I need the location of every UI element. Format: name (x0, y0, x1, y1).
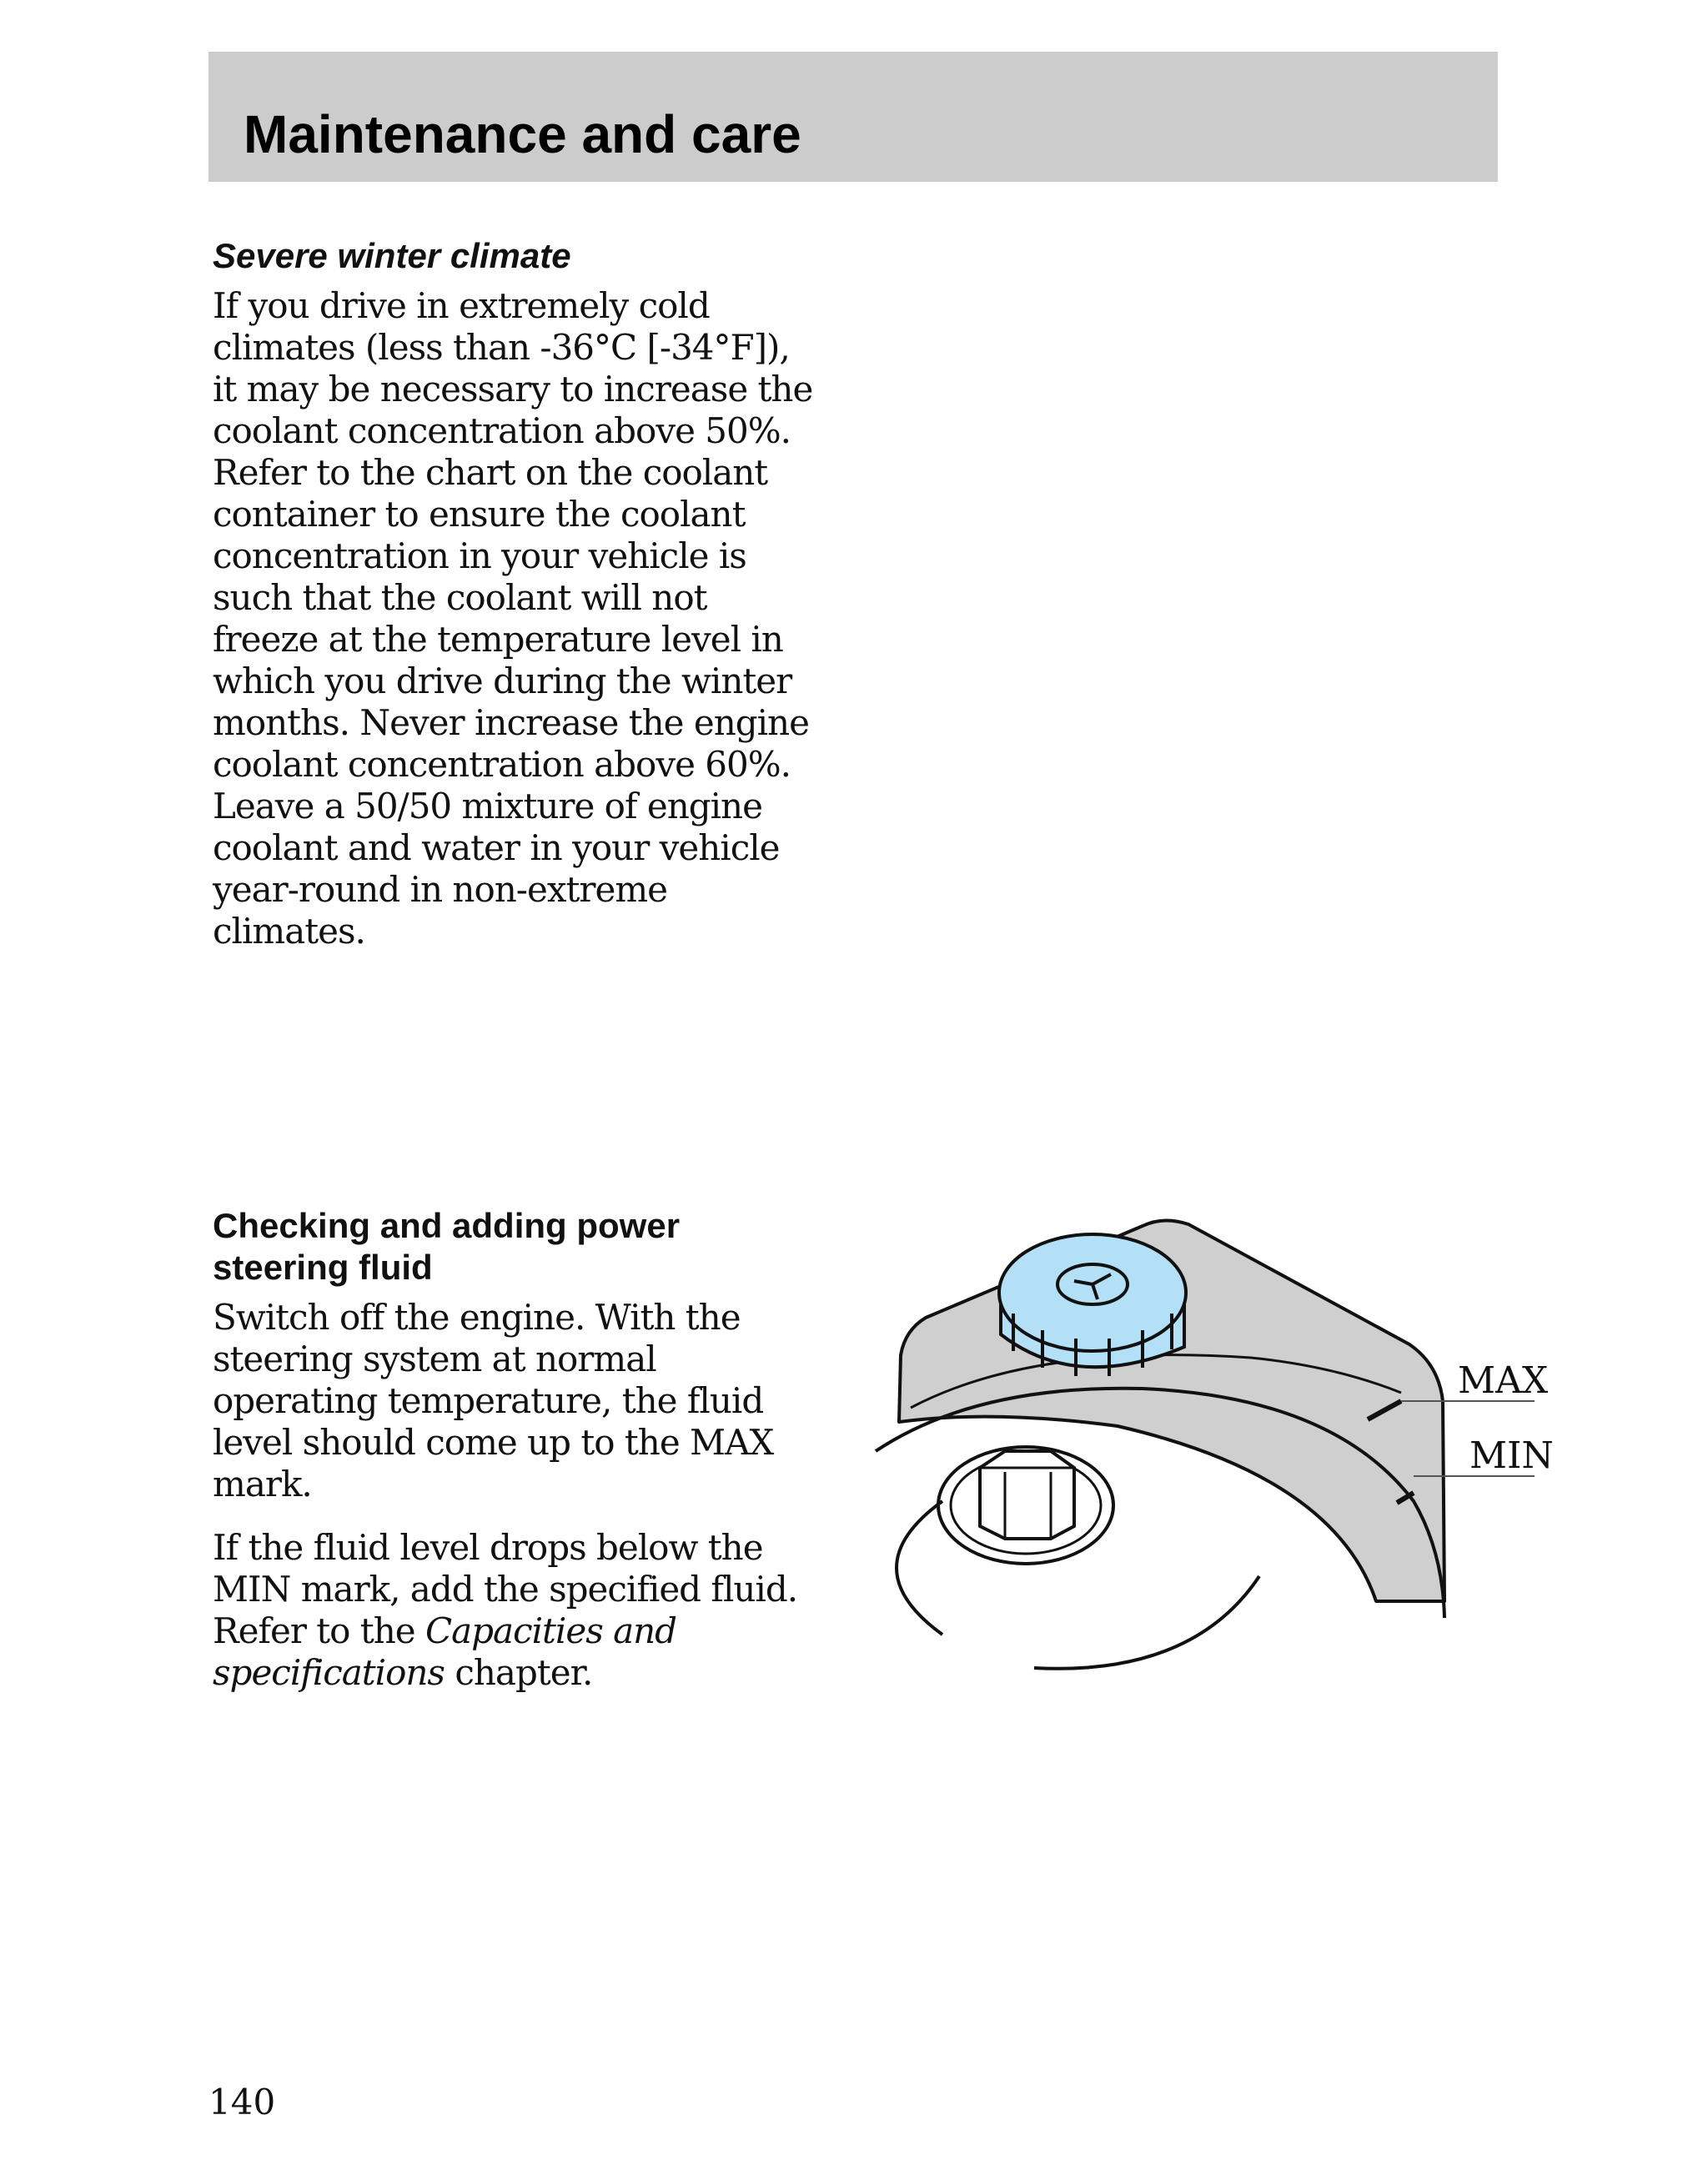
steering-para-2 (213, 1527, 846, 1694)
section-heading-steering: Checking and adding power steering fluid (213, 1206, 681, 1287)
steering-para-1: Switch off the engine. With the steering system at normal operating temperature, the fluid level should come up to the MAX mark. (213, 1297, 774, 1504)
header-band (208, 52, 1498, 182)
section-power-steering (213, 1205, 846, 1694)
section-severe-winter (213, 235, 846, 952)
max-label: MAX (1458, 1359, 1549, 1402)
page-number: 140 (208, 2082, 276, 2122)
capacities-chapter-ref: Capacities and specifications (213, 1610, 677, 1693)
power-steering-reservoir-illustration (867, 1201, 1554, 1685)
steering-para-2-lead: If the fluid level drops below the MIN mark, add the specified fluid. Refer to the (213, 1527, 798, 1651)
page-title: Maintenance and care (244, 104, 801, 164)
steering-para-2-tail: chapter. (445, 1652, 593, 1693)
lower-housing-base (1034, 1576, 1259, 1669)
min-label: MIN (1469, 1434, 1554, 1477)
section-heading-winter: Severe winter climate (213, 236, 571, 275)
lower-housing-arc (897, 1501, 942, 1635)
winter-body-text: If you drive in extremely cold climates (less than -36°C [-34°F]), it may be necessary to increase the coolant concentration above 50%. Refer to the chart on the coolant container to ensure the coolant concentration in your vehicle is such that the coolant will not freeze at the temperature level in which you drive during the winter months. Never increase the engine coolant concentration above 60%. Leave a 50/50 mixture of engine coolant and water in your vehicle year-round in non-extreme climates. (213, 285, 813, 952)
hex-bolt-fitting (938, 1447, 1113, 1564)
